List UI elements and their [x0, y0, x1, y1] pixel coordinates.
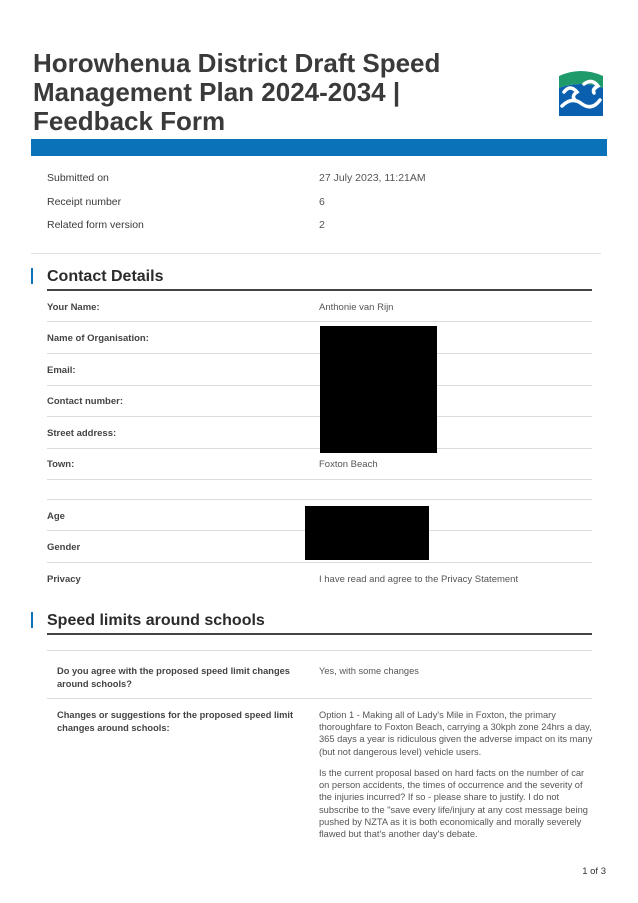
organisation-label: Name of Organisation: — [47, 333, 149, 344]
submitted-on-value: 27 July 2023, 11:21AM — [319, 172, 426, 184]
row-divider — [47, 499, 592, 500]
section-rule — [47, 289, 592, 291]
header-accent-bar — [31, 139, 607, 156]
section-rule — [47, 633, 592, 635]
schools-heading: Speed limits around schools — [47, 612, 265, 629]
q-agree-value: Yes, with some changes — [319, 666, 419, 676]
q-agree-label: Do you agree with the proposed speed limit changes around schools? — [57, 666, 290, 689]
q-suggestions-answer-para-2: Is the current proposal based on hard facts on the number of car on person accidents, the times of occurrence and the severity of the injuries incurred? If so - please share to justify. I do not subscribe to the "save every life/injury at any cost message being pushed by NZTA as it is both economically and morally severely flawed but that's another day's debate. — [319, 768, 588, 840]
contact-details-heading: Contact Details — [47, 268, 164, 285]
town-label: Town: — [47, 459, 75, 470]
section-marker — [31, 268, 33, 284]
your-name-label: Your Name: — [47, 302, 100, 313]
page-number: 1 of 3 — [582, 866, 606, 877]
form-version-label: Related form version — [47, 219, 144, 231]
gender-label: Gender — [47, 542, 81, 553]
town-value: Foxton Beach — [319, 459, 378, 470]
submitted-on-label: Submitted on — [47, 172, 109, 184]
row-divider — [47, 698, 592, 699]
q-suggestions-answer-para-1: Option 1 - Making all of Lady's Mile in Foxton, the primary thoroughfare to Foxton Beach, carrying a 30kph zone 24hrs a day, 365 days a year is ridiculous given the adverse impact on its many (but not dangerous level) vehicle users. — [319, 710, 593, 757]
title-line-1: Horowhenua District Draft Speed — [33, 48, 441, 78]
row-divider — [47, 562, 592, 563]
privacy-value: I have read and agree to the Privacy Statement — [319, 574, 519, 585]
row-divider — [47, 479, 592, 480]
document-title — [33, 49, 453, 136]
title-line-3: Feedback Form — [33, 106, 226, 136]
council-wave-logo-icon — [556, 68, 606, 118]
receipt-number-label: Receipt number — [47, 196, 122, 208]
row-divider — [47, 650, 592, 651]
redaction-block-age-gender — [305, 506, 429, 560]
section-marker — [31, 612, 33, 628]
age-label: Age — [47, 511, 65, 522]
street-address-label: Street address: — [47, 428, 117, 439]
privacy-label: Privacy — [47, 574, 81, 585]
row-divider — [47, 321, 592, 322]
title-line-2: Management Plan 2024-2034 | — [33, 77, 401, 107]
receipt-number-value: 6 — [319, 196, 325, 208]
contact-number-label: Contact number: — [47, 396, 123, 407]
q-suggestions-label: Changes or suggestions for the proposed speed limit changes around schools: — [57, 710, 294, 733]
email-label: Email: — [47, 365, 76, 376]
redaction-block-contact — [320, 326, 437, 453]
your-name-value: Anthonie van Rijn — [319, 302, 394, 313]
meta-divider — [31, 253, 601, 254]
form-version-value: 2 — [319, 219, 325, 231]
